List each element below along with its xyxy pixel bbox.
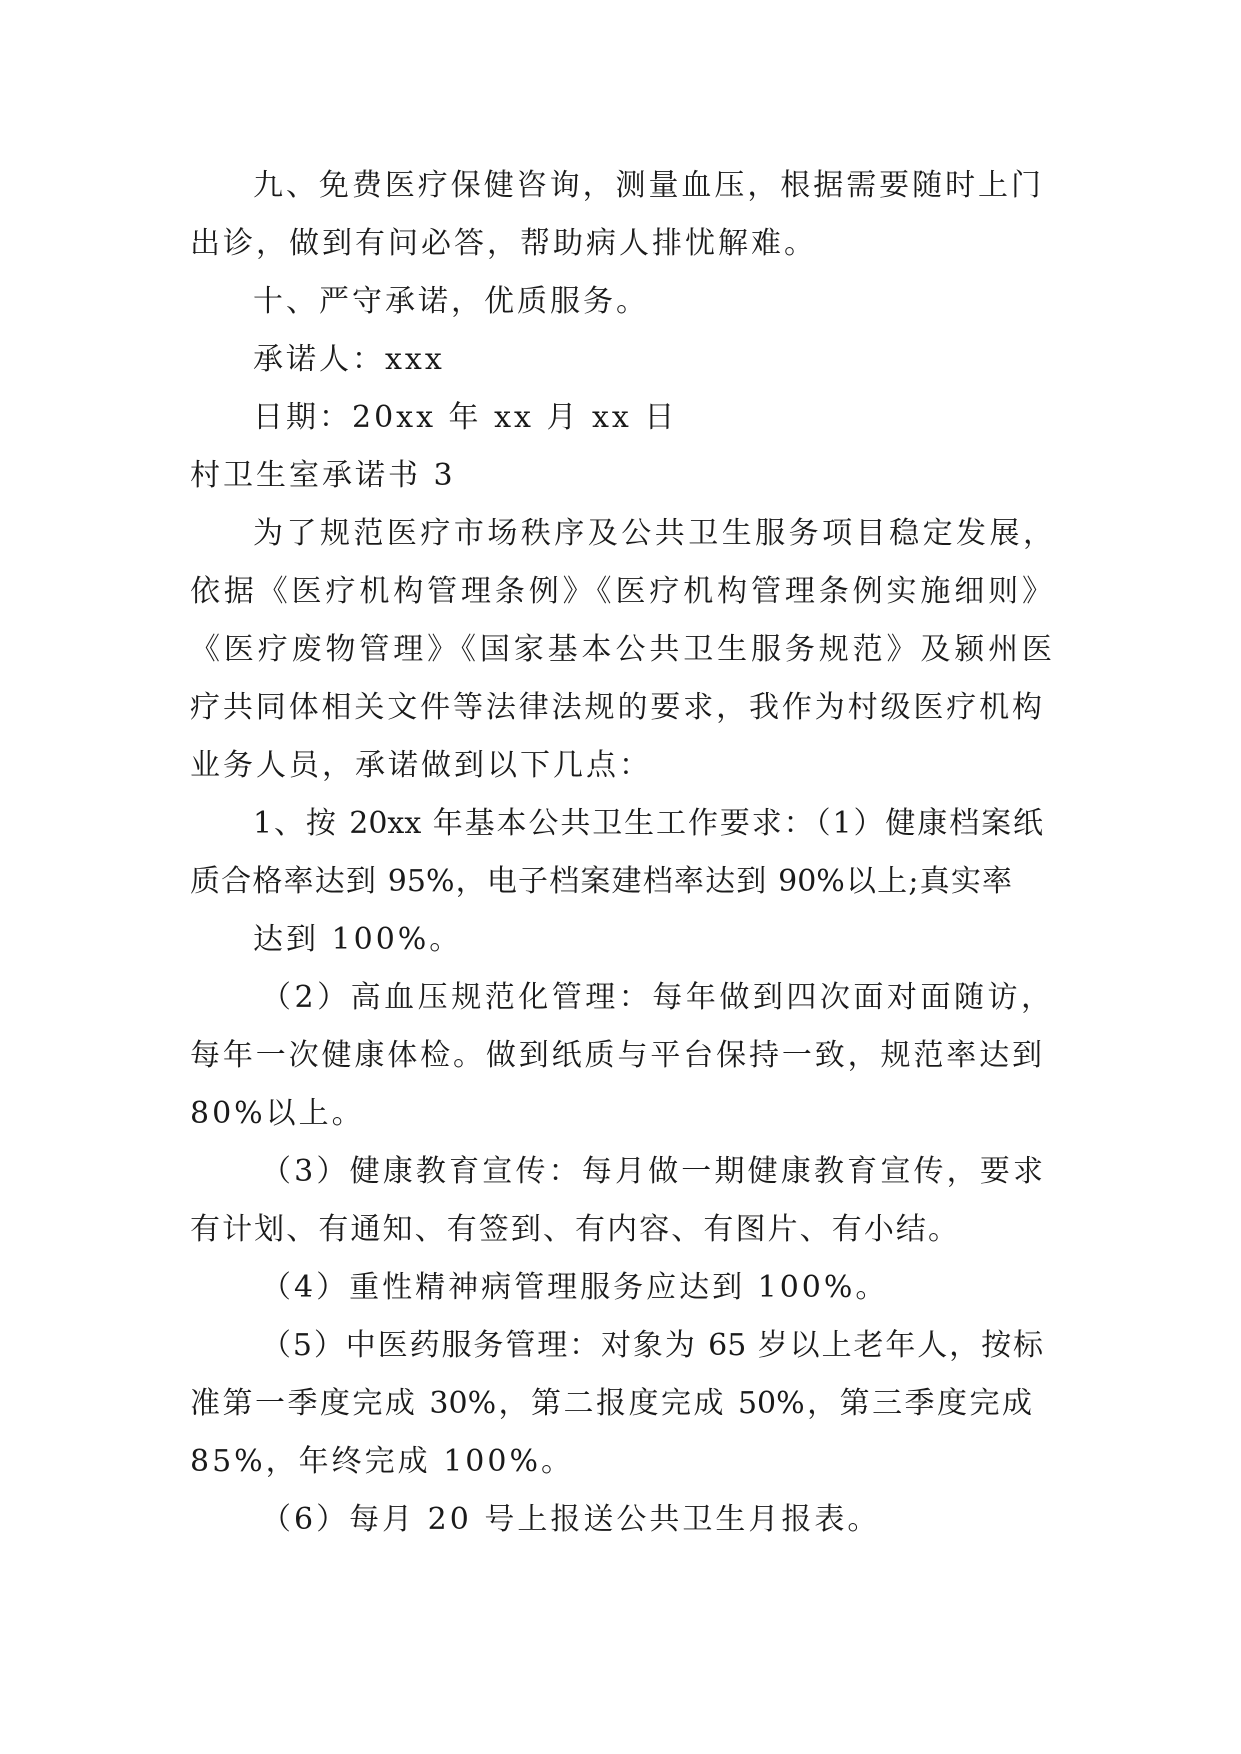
paragraph-line: 每年一次健康体检。做到纸质与平台保持一致，规范率达到: [190, 1038, 1042, 1073]
paragraph-line: 《医疗废物管理》《国家基本公共卫生服务规范》及颍州医: [190, 632, 1052, 667]
paragraph-line: 达到 100%。: [253, 922, 463, 957]
signatory-line: 承诺人：xxx: [253, 342, 445, 377]
paragraph-line: 为了规范医疗市场秩序及公共卫生服务项目稳定发展，: [253, 516, 1053, 551]
paragraph-line: （3）健康教育宣传：每月做一期健康教育宣传，要求: [261, 1154, 1043, 1189]
paragraph-line: 质合格率达到 95%，电子档案建档率达到 90%以上;真实率: [190, 864, 1012, 899]
paragraph-line: 疗共同体相关文件等法律法规的要求，我作为村级医疗机构: [190, 690, 1042, 725]
section-heading: 村卫生室承诺书 3: [190, 458, 456, 493]
paragraph-line: 出诊，做到有问必答，帮助病人排忧解难。: [190, 226, 817, 261]
paragraph-line: 依据《医疗机构管理条例》《医疗机构管理条例实施细则》: [190, 574, 1052, 609]
paragraph-line: 十、严守承诺，优质服务。: [253, 284, 649, 319]
date-line: 日期：20xx 年 xx 月 xx 日: [253, 400, 678, 435]
paragraph-line: 1、按 20xx 年基本公共卫生工作要求：（1）健康档案纸: [253, 806, 1043, 841]
paragraph-line: （2）高血压规范化管理：每年做到四次面对面随访，: [261, 980, 1051, 1015]
paragraph-line: （6）每月 20 号上报送公共卫生月报表。: [261, 1502, 881, 1537]
paragraph-line: 85%，年终完成 100%。: [190, 1444, 574, 1479]
paragraph-line: 九、免费医疗保健咨询，测量血压，根据需要随时上门: [253, 168, 1041, 203]
paragraph-line: （5）中医药服务管理：对象为 65 岁以上老年人，按标: [261, 1328, 1043, 1363]
paragraph-line: （4）重性精神病管理服务应达到 100%。: [261, 1270, 889, 1305]
paragraph-line: 80%以上。: [190, 1096, 365, 1131]
paragraph-line: 准第一季度完成 30%，第二报度完成 50%，第三季度完成: [190, 1386, 1032, 1421]
paragraph-line: 业务人员，承诺做到以下几点：: [190, 748, 652, 783]
paragraph-line: 有计划、有通知、有签到、有内容、有图片、有小结。: [190, 1212, 958, 1247]
